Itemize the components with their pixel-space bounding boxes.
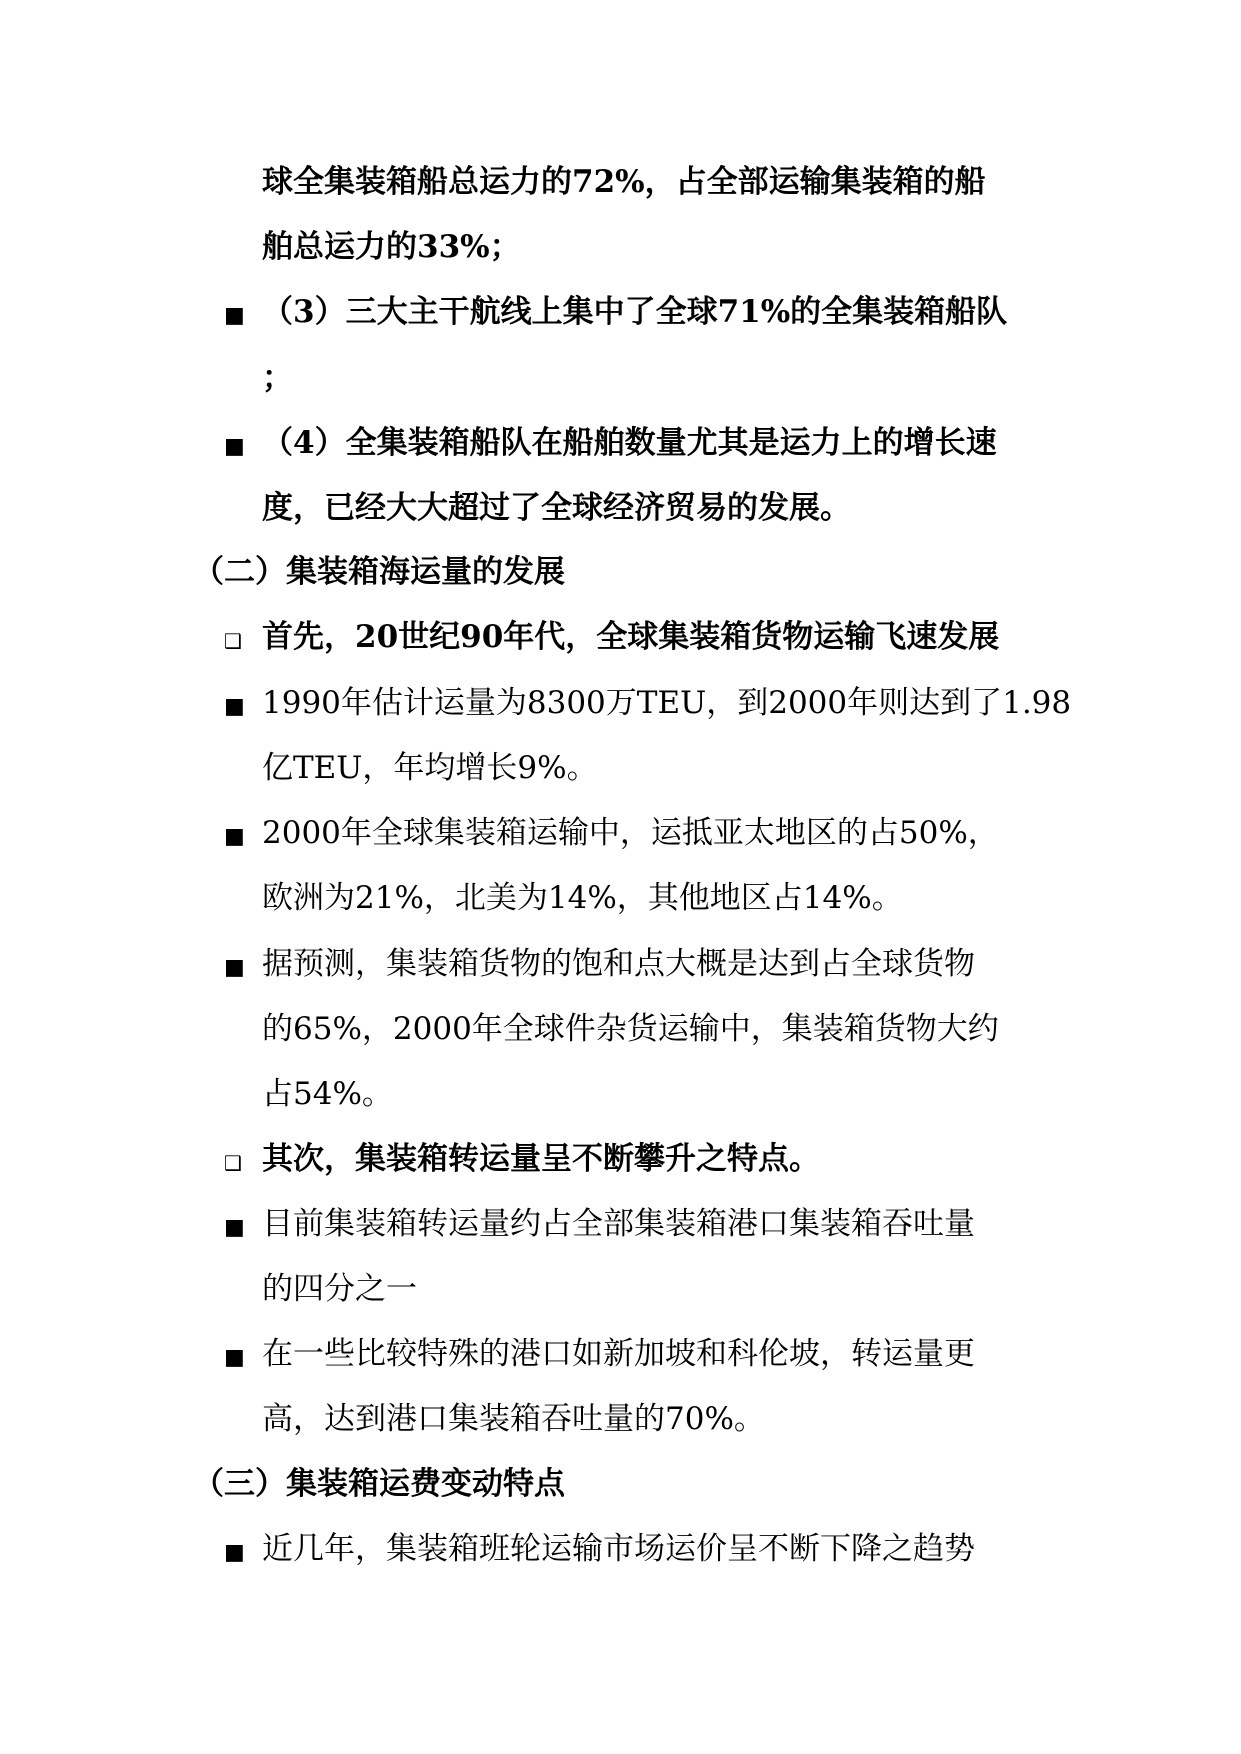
section-3-bullet-1-line-1: 近几年，集装箱班轮运输市场运价呈不断下降之趋势 <box>262 1531 975 1567</box>
section-2-bullet-3-line-1: 据预测，集装箱货物的饱和点大概是达到占全球货物 <box>262 946 975 982</box>
section-2-heading: （二）集装箱海运量的发展 <box>193 554 565 590</box>
section-2-sub-2: 其次，集装箱转运量呈不断攀升之特点。 <box>262 1141 820 1177</box>
bullet-filled-icon: ■ <box>224 434 245 459</box>
section-2-sub-1: 首先，20世纪90年代，全球集装箱货物运输飞速发展 <box>262 619 1000 655</box>
carryover-line-1: 球全集装箱船总运力的72%，占全部运输集装箱的船 <box>262 164 986 200</box>
bullet-filled-icon: ■ <box>224 824 245 849</box>
point-4-line-2: 度，已经大大超过了全球经济贸易的发展。 <box>262 490 851 526</box>
bullet-hollow-icon: ❑ <box>224 629 242 653</box>
section-2-bullet-3-line-2: 的65%，2000年全球件杂货运输中，集装箱货物大约 <box>262 1011 999 1047</box>
section-2-bullet-3-line-3: 占54%。 <box>262 1076 393 1112</box>
bullet-filled-icon: ■ <box>224 1215 245 1240</box>
section-2-bullet-1-line-2: 亿TEU，年均增长9%。 <box>262 750 598 786</box>
bullet-filled-icon: ■ <box>224 303 245 328</box>
bullet-hollow-icon: ❑ <box>224 1151 242 1175</box>
section-2-bullet-5-line-1: 在一些比较特殊的港口如新加坡和科伦坡，转运量更 <box>262 1336 975 1372</box>
section-2-bullet-2-line-1: 2000年全球集装箱运输中，运抵亚太地区的占50%， <box>262 815 999 851</box>
point-3-line-1: （3）三大主干航线上集中了全球71%的全集装箱船队 <box>262 294 1008 330</box>
bullet-filled-icon: ■ <box>224 1345 245 1370</box>
bullet-filled-icon: ■ <box>224 955 245 980</box>
section-2-bullet-4-line-1: 目前集装箱转运量约占全部集装箱港口集装箱吞吐量 <box>262 1206 975 1242</box>
carryover-line-2: 舶总运力的33%； <box>262 229 521 265</box>
section-3-heading: （三）集装箱运费变动特点 <box>193 1466 565 1502</box>
point-3-line-2: ； <box>262 360 293 396</box>
section-2-bullet-1-line-1: 1990年估计运量为8300万TEU，到2000年则达到了1.98 <box>262 685 1072 721</box>
bullet-filled-icon: ■ <box>224 694 245 719</box>
section-2-bullet-2-line-2: 欧洲为21%，北美为14%，其他地区占14%。 <box>262 880 903 916</box>
bullet-filled-icon: ■ <box>224 1540 245 1565</box>
section-2-bullet-4-line-2: 的四分之一 <box>262 1271 417 1307</box>
section-2-bullet-5-line-2: 高，达到港口集装箱吞吐量的70%。 <box>262 1401 765 1437</box>
point-4-line-1: （4）全集装箱船队在船舶数量尤其是运力上的增长速 <box>262 425 997 461</box>
